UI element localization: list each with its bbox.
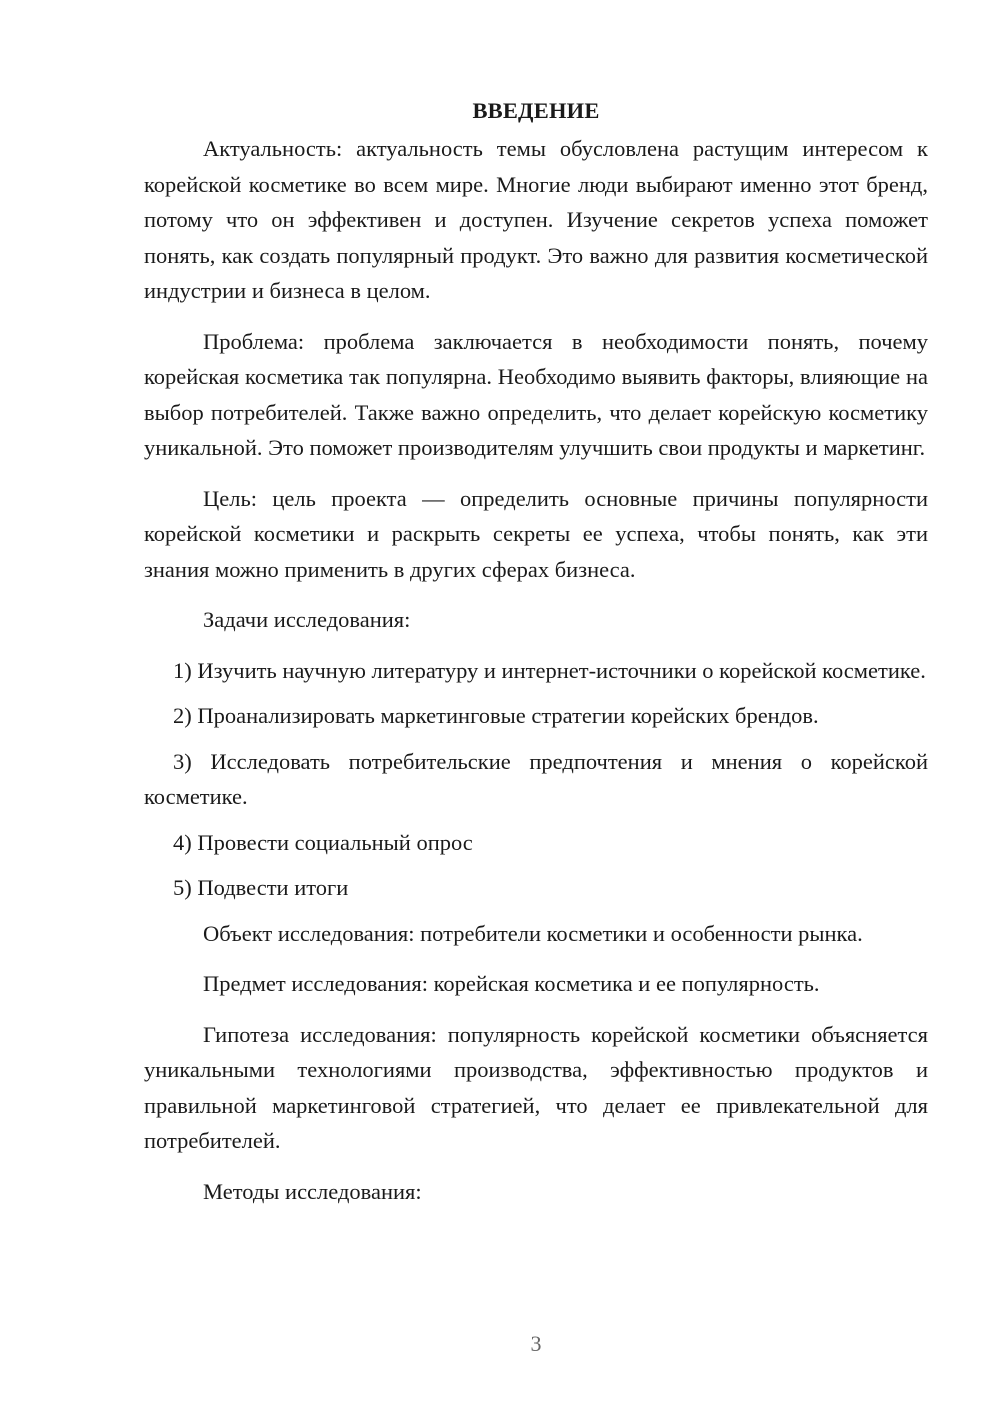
list-item-task-2: 2) Проанализировать маркетинговые стратегии корейских брендов. — [173, 703, 819, 728]
list-item-task-4: 4) Провести социальный опрос — [173, 829, 473, 855]
paragraph-subject: Предмет исследования: корейская косметика и ее популярность. — [203, 971, 820, 996]
list-item-task-3: 3) Исследовать потребительские предпочтения и мнения о корейской косметике. — [144, 748, 928, 809]
page-title: ВВЕДЕНИЕ — [472, 98, 600, 123]
paragraph-relevance: Актуальность: актуальность темы обусловлена растущим интересом к корейской косметике во всем мире. Многие люди выбирают именно этот бренд, потому что он эффективен и доступен. Изучение секретов успеха поможет понять, как создать популярный продукт. Это важно для развития косметической индустрии и бизнеса в целом. — [144, 136, 928, 303]
paragraph-hypothesis: Гипотеза исследования: популярность корейской косметики объясняется уникальными технологиями производства, эффективностью продуктов и правильной маркетинговой стратегией, что делает ее привлекательной для потребителей. — [144, 1021, 928, 1153]
document-page — [144, 93, 928, 1224]
page-number: 3 — [530, 1331, 542, 1356]
paragraph-goal: Цель: цель проекта — определить основные причины популярности корейской косметики и раскрыть секреты ее успеха, чтобы понять, как эти знания можно применить в других сферах бизнеса. — [144, 485, 928, 582]
paragraph-object: Объект исследования: потребители косметики и особенности рынка. — [203, 920, 863, 946]
paragraph-methods-heading: Методы исследования: — [203, 1178, 422, 1204]
list-item-task-5: 5) Подвести итоги — [173, 875, 349, 900]
paragraph-problem: Проблема: проблема заключается в необходимости понять, почему корейская косметика так популярна. Необходимо выявить факторы, влияющие на выбор потребителей. Также важно определить, что делает корейскую косметику уникальной. Это поможет производителям улучшить свои продукты и маркетинг. — [144, 328, 928, 460]
list-item-task-1: 1) Изучить научную литературу и интернет-источники о корейской косметике. — [173, 657, 926, 683]
paragraph-tasks-heading: Задачи исследования: — [203, 607, 411, 632]
